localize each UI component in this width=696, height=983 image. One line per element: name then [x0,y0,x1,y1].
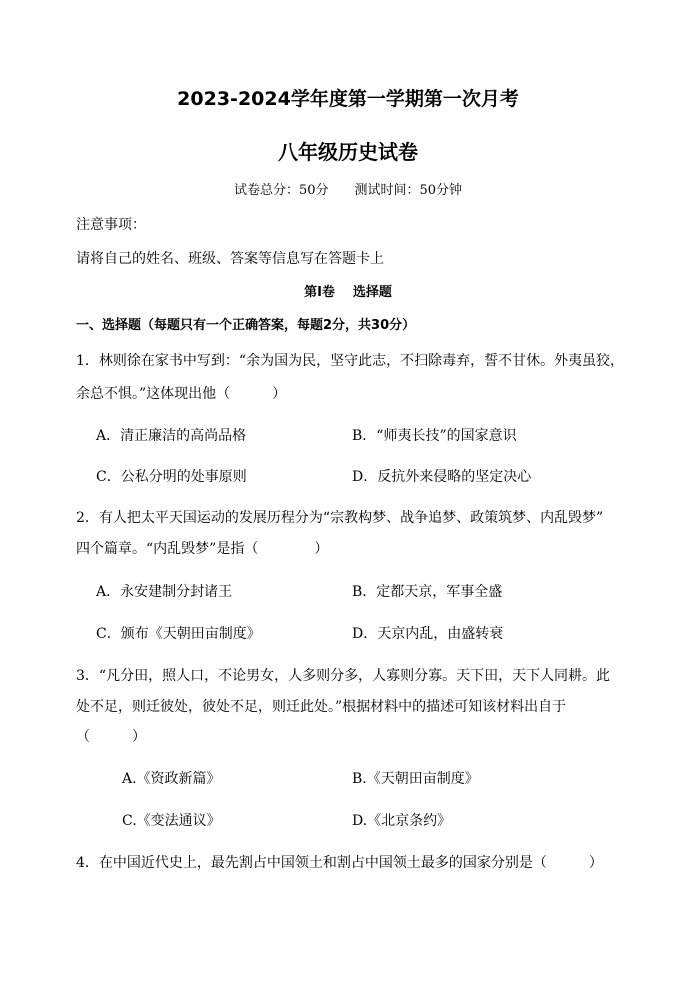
question-2-option-b: B．定都天京，军事全盛 [352,584,503,600]
question-3-option-a: A.《资政新篇》 [122,771,221,787]
question-2-line-2: 四个篇章。“内乱毁梦”是指（ ） [76,541,329,557]
question-3-option-b: B.《天朝田亩制度》 [352,771,479,787]
question-1-option-a: A．清正廉洁的高尚品格 [96,428,247,444]
question-3-line-3: （ ） [76,729,146,745]
question-3-option-c: C.《变法通议》 [122,813,221,829]
question-4-line-1: 4．在中国近代史上，最先割占中国领土和割占中国领土最多的国家分别是（ ） [76,855,603,871]
question-2-line-1: 2．有人把太平天国运动的发展历程分为“宗教构梦、战争追梦、政策筑梦、内乱毁梦” [76,510,604,526]
volume-heading [0,283,696,303]
notice-text: 请将自己的姓名、班级、答案等信息写在答题卡上 [76,251,384,267]
total-score: 试卷总分：50分 [233,183,329,198]
question-3-line-1: 3．“凡分田，照人口，不论男女，人多则分多，人寡则分寡。天下田，天下人同耕。此 [76,668,611,684]
exam-meta [0,181,696,201]
question-2-option-d: D．天京内乱，由盛转衰 [352,626,504,642]
question-1-line-2: 余总不惧。”这体现出他（ ） [76,386,287,402]
volume-name: 选择题 [352,285,392,300]
question-1-option-c: C．公私分明的处事原则 [96,469,247,485]
section-title: 一、选择题（每题只有一个正确答案，每题2分，共30分） [76,318,416,333]
exam-time: 测试时间：50分钟 [354,183,463,198]
question-3-line-2: 处不足，则迁彼处，彼处不足，则迁此处。”根据材料中的描述可知该材料出自于 [76,699,567,715]
question-1-line-1: 1．林则徐在家书中写到：“余为国为民，坚守此志，不扫除毒弃，誓不甘休。外夷虽狡， [76,353,625,369]
question-2-option-a: A．永安建制分封诸王 [96,584,233,600]
notice-heading: 注意事项： [76,217,146,233]
exam-title: 2023-2024学年度第一学期第一次月考 [177,88,519,110]
question-1-option-d: D．反抗外来侵略的坚定决心 [352,469,532,485]
question-2-option-c: C．颁布《天朝田亩制度》 [96,626,261,642]
question-1-option-b: B．“师夷长技”的国家意识 [352,428,517,444]
volume-label: 第Ⅰ卷 [304,285,335,300]
exam-subtitle: 八年级历史试卷 [278,140,418,164]
question-3-option-d: D.《北京条约》 [352,813,452,829]
